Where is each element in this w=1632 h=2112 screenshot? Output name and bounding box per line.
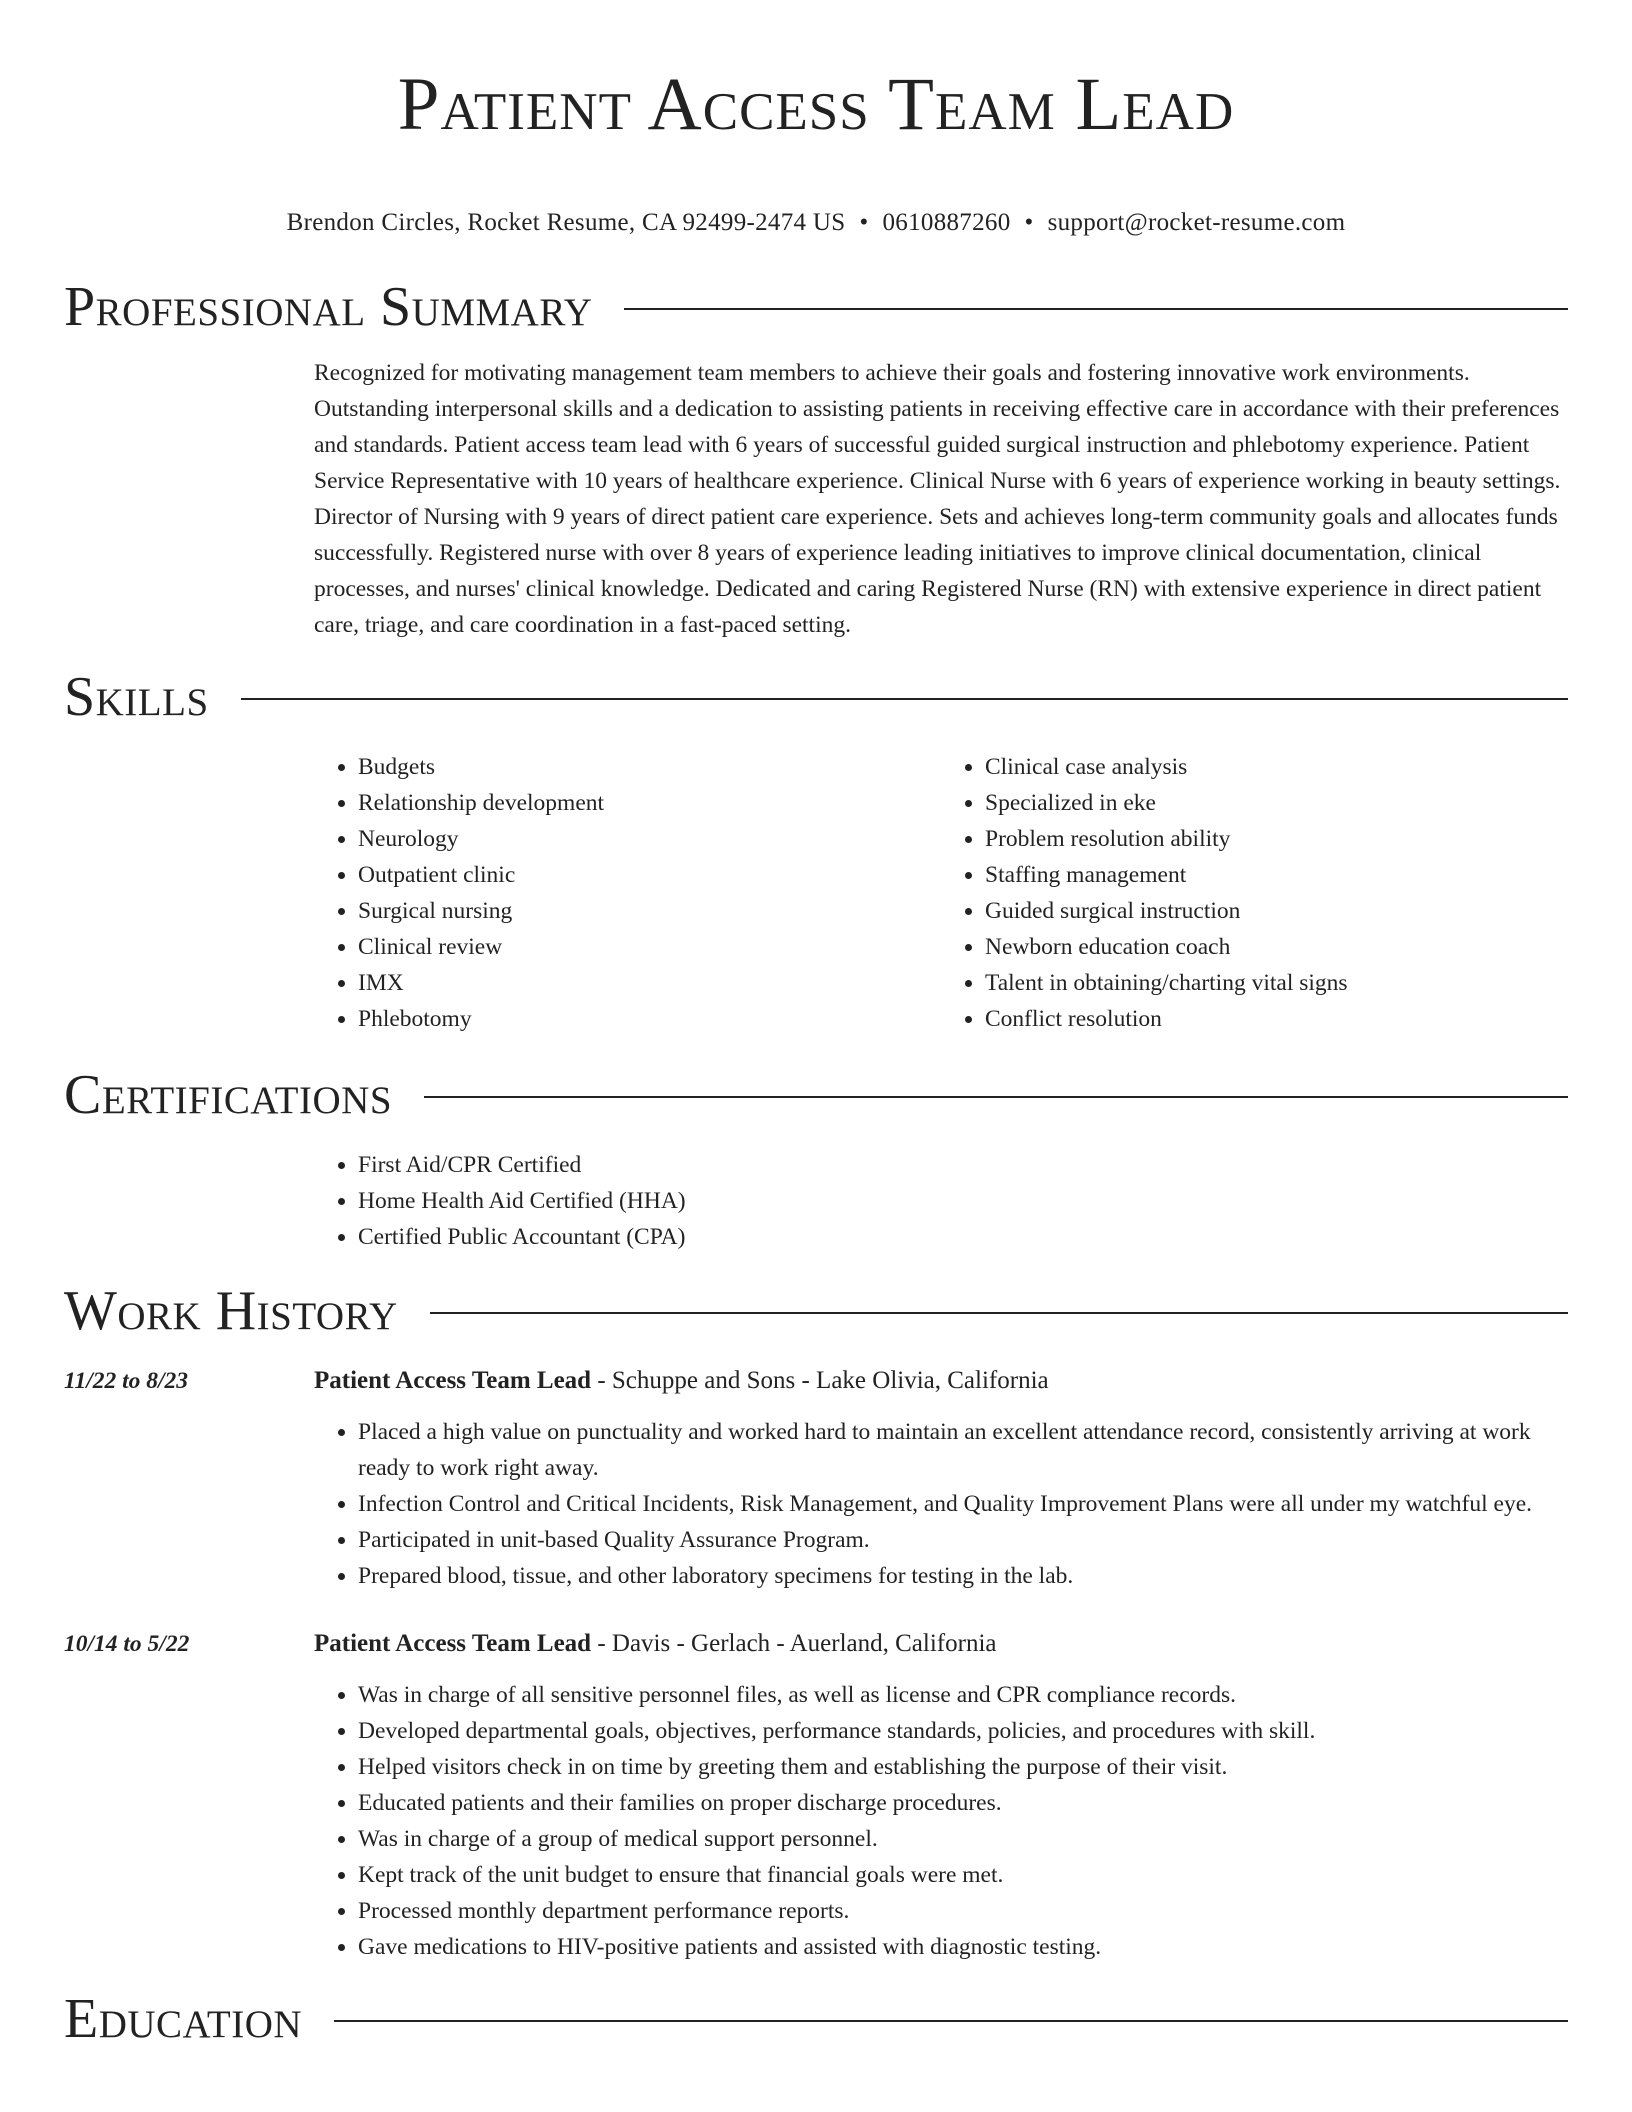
certification-item: • First Aid/CPR Certified: [358, 1147, 1568, 1183]
job-title: Patient Access Team Lead: [314, 1367, 592, 1394]
certification-item: • Home Health Aid Certified (HHA): [358, 1183, 1568, 1219]
job-bullet: • Was in charge of a group of medical support personnel.: [358, 1821, 1568, 1857]
contact-separator: •: [859, 209, 869, 236]
job-bullets: [314, 1414, 1568, 1594]
job-company: - Davis - Gerlach - Auerland, California: [591, 1630, 997, 1657]
job-entry: [64, 1626, 1568, 1965]
contact-line: [64, 208, 1568, 238]
section-divider: [430, 1312, 1568, 1314]
education-section-header: [64, 1987, 1568, 2051]
certifications-list: [314, 1147, 1568, 1255]
skill-item: • Specialized in eke: [985, 785, 1568, 821]
skills-list-left: [314, 749, 941, 1037]
contact-address: Brendon Circles, Rocket Resume, CA 92499-2474 US: [286, 209, 846, 236]
job-bullet: • Placed a high value on punctuality and worked hard to maintain an excellent attendance record, consistently arriving at work ready to work right away.: [358, 1414, 1568, 1486]
job-bullet: • Gave medications to HIV-positive patients and assisted with diagnostic testing.: [358, 1929, 1568, 1965]
job-title: Patient Access Team Lead: [314, 1630, 592, 1657]
skill-item: • Staffing management: [985, 857, 1568, 893]
summary-text: Recognized for motivating management team members to achieve their goals and fostering innovative work environments. Outstanding interpersonal skills and a dedication to assisting patients in receiving effective care in accordance with their preferences and standards. Patient access team lead with 6 years of successful guided surgical instruction and phlebotomy experience. Patient Service Representative with 10 years of healthcare experience. Clinical Nurse with 6 years of experience working in beauty settings. Director of Nursing with 9 years of direct patient care experience. Sets and achieves long-term community goals and allocates funds successfully. Registered nurse with over 8 years of experience leading initiatives to improve clinical documentation, clinical processes, and nurses' clinical knowledge. Dedicated and caring Registered Nurse (RN) with extensive experience in direct patient care, triage, and care coordination in a fast-paced setting.: [314, 360, 1561, 638]
job-bullet: • Participated in unit-based Quality Assurance Program.: [358, 1522, 1568, 1558]
contact-separator: •: [1024, 209, 1034, 236]
job-bullet: • Processed monthly department performance reports.: [358, 1893, 1568, 1929]
skill-item: • Problem resolution ability: [985, 821, 1568, 857]
education-heading: Education: [64, 1988, 303, 2050]
job-company: - Schuppe and Sons - Lake Olivia, California: [591, 1367, 1049, 1394]
skill-item: • Clinical case analysis: [985, 749, 1568, 785]
work-section-header: [64, 1279, 1568, 1343]
skill-item: • Clinical review: [358, 929, 941, 965]
job-bullet: • Was in charge of all sensitive personnel files, as well as license and CPR compliance records.: [358, 1677, 1568, 1713]
summary-section-header: [64, 275, 1568, 339]
skills-section-header: [64, 665, 1568, 729]
contact-phone: 0610887260: [882, 209, 1011, 236]
skill-item: • Outpatient clinic: [358, 857, 941, 893]
skill-item: • Budgets: [358, 749, 941, 785]
job-dates: 10/14 to 5/22: [64, 1631, 190, 1657]
job-entry: [64, 1363, 1568, 1594]
skills-grid: [314, 749, 1568, 1037]
job-bullet: • Infection Control and Critical Incidents, Risk Management, and Quality Improvement Plans were all under my watchful eye.: [358, 1486, 1568, 1522]
certification-item: • Certified Public Accountant (CPA): [358, 1219, 1568, 1255]
skill-item: • Surgical nursing: [358, 893, 941, 929]
section-divider: [424, 1096, 1568, 1098]
job-title-line: [314, 1626, 1568, 1662]
section-divider: [334, 2020, 1568, 2022]
skill-item: • Conflict resolution: [985, 1001, 1568, 1037]
resume-name: Patient Access Team Lead: [397, 63, 1235, 146]
job-bullet: • Prepared blood, tissue, and other laboratory specimens for testing in the lab.: [358, 1558, 1568, 1594]
skill-item: • Talent in obtaining/charting vital signs: [985, 965, 1568, 1001]
job-bullets: [314, 1677, 1568, 1965]
job-bullet: • Kept track of the unit budget to ensure that financial goals were met.: [358, 1857, 1568, 1893]
summary-body: [314, 355, 1568, 643]
skill-item: • Newborn education coach: [985, 929, 1568, 965]
job-bullet: • Helped visitors check in on time by greeting them and establishing the purpose of their visit.: [358, 1749, 1568, 1785]
job-bullet: • Developed departmental goals, objectives, performance standards, policies, and procedures with skill.: [358, 1713, 1568, 1749]
job-bullet: • Educated patients and their families on proper discharge procedures.: [358, 1785, 1568, 1821]
skill-item: • Relationship development: [358, 785, 941, 821]
job-dates: 11/22 to 8/23: [64, 1368, 189, 1394]
work-heading: Work History: [64, 1280, 398, 1342]
skill-item: • Guided surgical instruction: [985, 893, 1568, 929]
section-divider: [241, 698, 1568, 700]
skill-item: • IMX: [358, 965, 941, 1001]
certifications-heading: Certifications: [64, 1064, 393, 1126]
certifications-body: [314, 1147, 1568, 1255]
certifications-section-header: [64, 1063, 1568, 1127]
job-title-line: [314, 1363, 1568, 1399]
job-detail: [314, 1626, 1568, 1965]
skills-heading: Skills: [64, 666, 209, 728]
section-divider: [624, 308, 1568, 310]
skill-item: • Neurology: [358, 821, 941, 857]
job-detail: [314, 1363, 1568, 1594]
contact-email: support@rocket-resume.com: [1047, 209, 1346, 236]
skills-list-right: [941, 749, 1568, 1037]
summary-heading: Professional Summary: [64, 276, 593, 338]
skill-item: • Phlebotomy: [358, 1001, 941, 1037]
